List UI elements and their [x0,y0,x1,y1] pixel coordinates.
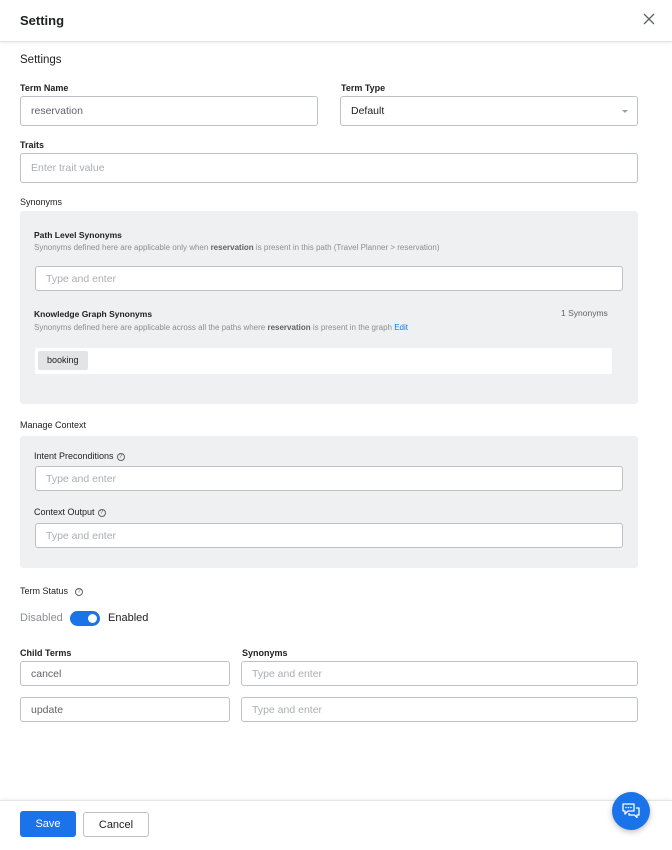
chat-icon [621,802,641,820]
manage-context-title: Manage Context [20,420,87,430]
intent-preconditions-label: Intent Preconditions ? [34,451,125,461]
toggle-enabled-label: Enabled [108,612,149,624]
help-icon[interactable]: ? [98,509,106,517]
context-output-input[interactable] [35,523,623,548]
help-icon[interactable]: ? [75,588,83,596]
chat-button[interactable] [612,792,650,830]
knowledge-graph-synonyms-label: Knowledge Graph Synonyms [34,309,153,319]
synonym-tag[interactable]: booking [38,351,88,370]
context-output-label: Context Output ? [34,507,106,517]
toggle-disabled-label: Disabled [20,612,63,624]
term-type-select[interactable] [340,96,638,126]
traits-label: Traits [20,140,45,150]
synonyms-count: 1 Synonyms [561,308,608,318]
knowledge-graph-synonyms-desc: Synonyms defined here are applicable across all the paths where reservation is present in the graph Edit [34,323,409,332]
caret-down-icon [622,110,628,113]
term-name-label: Term Name [20,83,69,93]
modal-header [0,0,672,42]
child-terms-label: Child Terms [20,648,72,658]
save-button[interactable]: Save [20,811,76,837]
child-term-input[interactable] [20,661,230,686]
path-level-synonyms-label: Path Level Synonyms [34,230,122,240]
edit-link[interactable]: Edit [394,323,409,332]
path-level-synonyms-desc: Synonyms defined here are applicable only when reservation is present in this path (Travel Planner > reservation) [34,243,440,252]
knowledge-graph-tags[interactable] [35,348,612,374]
settings-section-title: Settings [20,54,62,66]
traits-input[interactable] [20,153,638,183]
toggle-knob [88,614,97,623]
term-type-label: Term Type [341,83,386,93]
cancel-button[interactable]: Cancel [83,812,149,837]
modal-title: Setting [20,13,65,28]
child-synonyms-label: Synonyms [242,648,288,658]
close-icon[interactable] [642,12,656,26]
child-term-input[interactable] [20,697,230,722]
path-level-synonyms-input[interactable] [35,266,623,291]
synonyms-panel [20,211,638,404]
term-type-value: Default [351,105,385,117]
child-synonyms-input[interactable] [241,697,638,722]
child-synonyms-input[interactable] [241,661,638,686]
manage-context-panel [20,436,638,568]
term-status-toggle[interactable] [70,611,100,626]
intent-preconditions-input[interactable] [35,466,623,491]
term-name-input[interactable] [20,96,318,126]
help-icon[interactable]: ? [117,453,125,461]
term-status-label: Term Status ? [20,586,83,596]
synonyms-section-title: Synonyms [20,197,63,207]
